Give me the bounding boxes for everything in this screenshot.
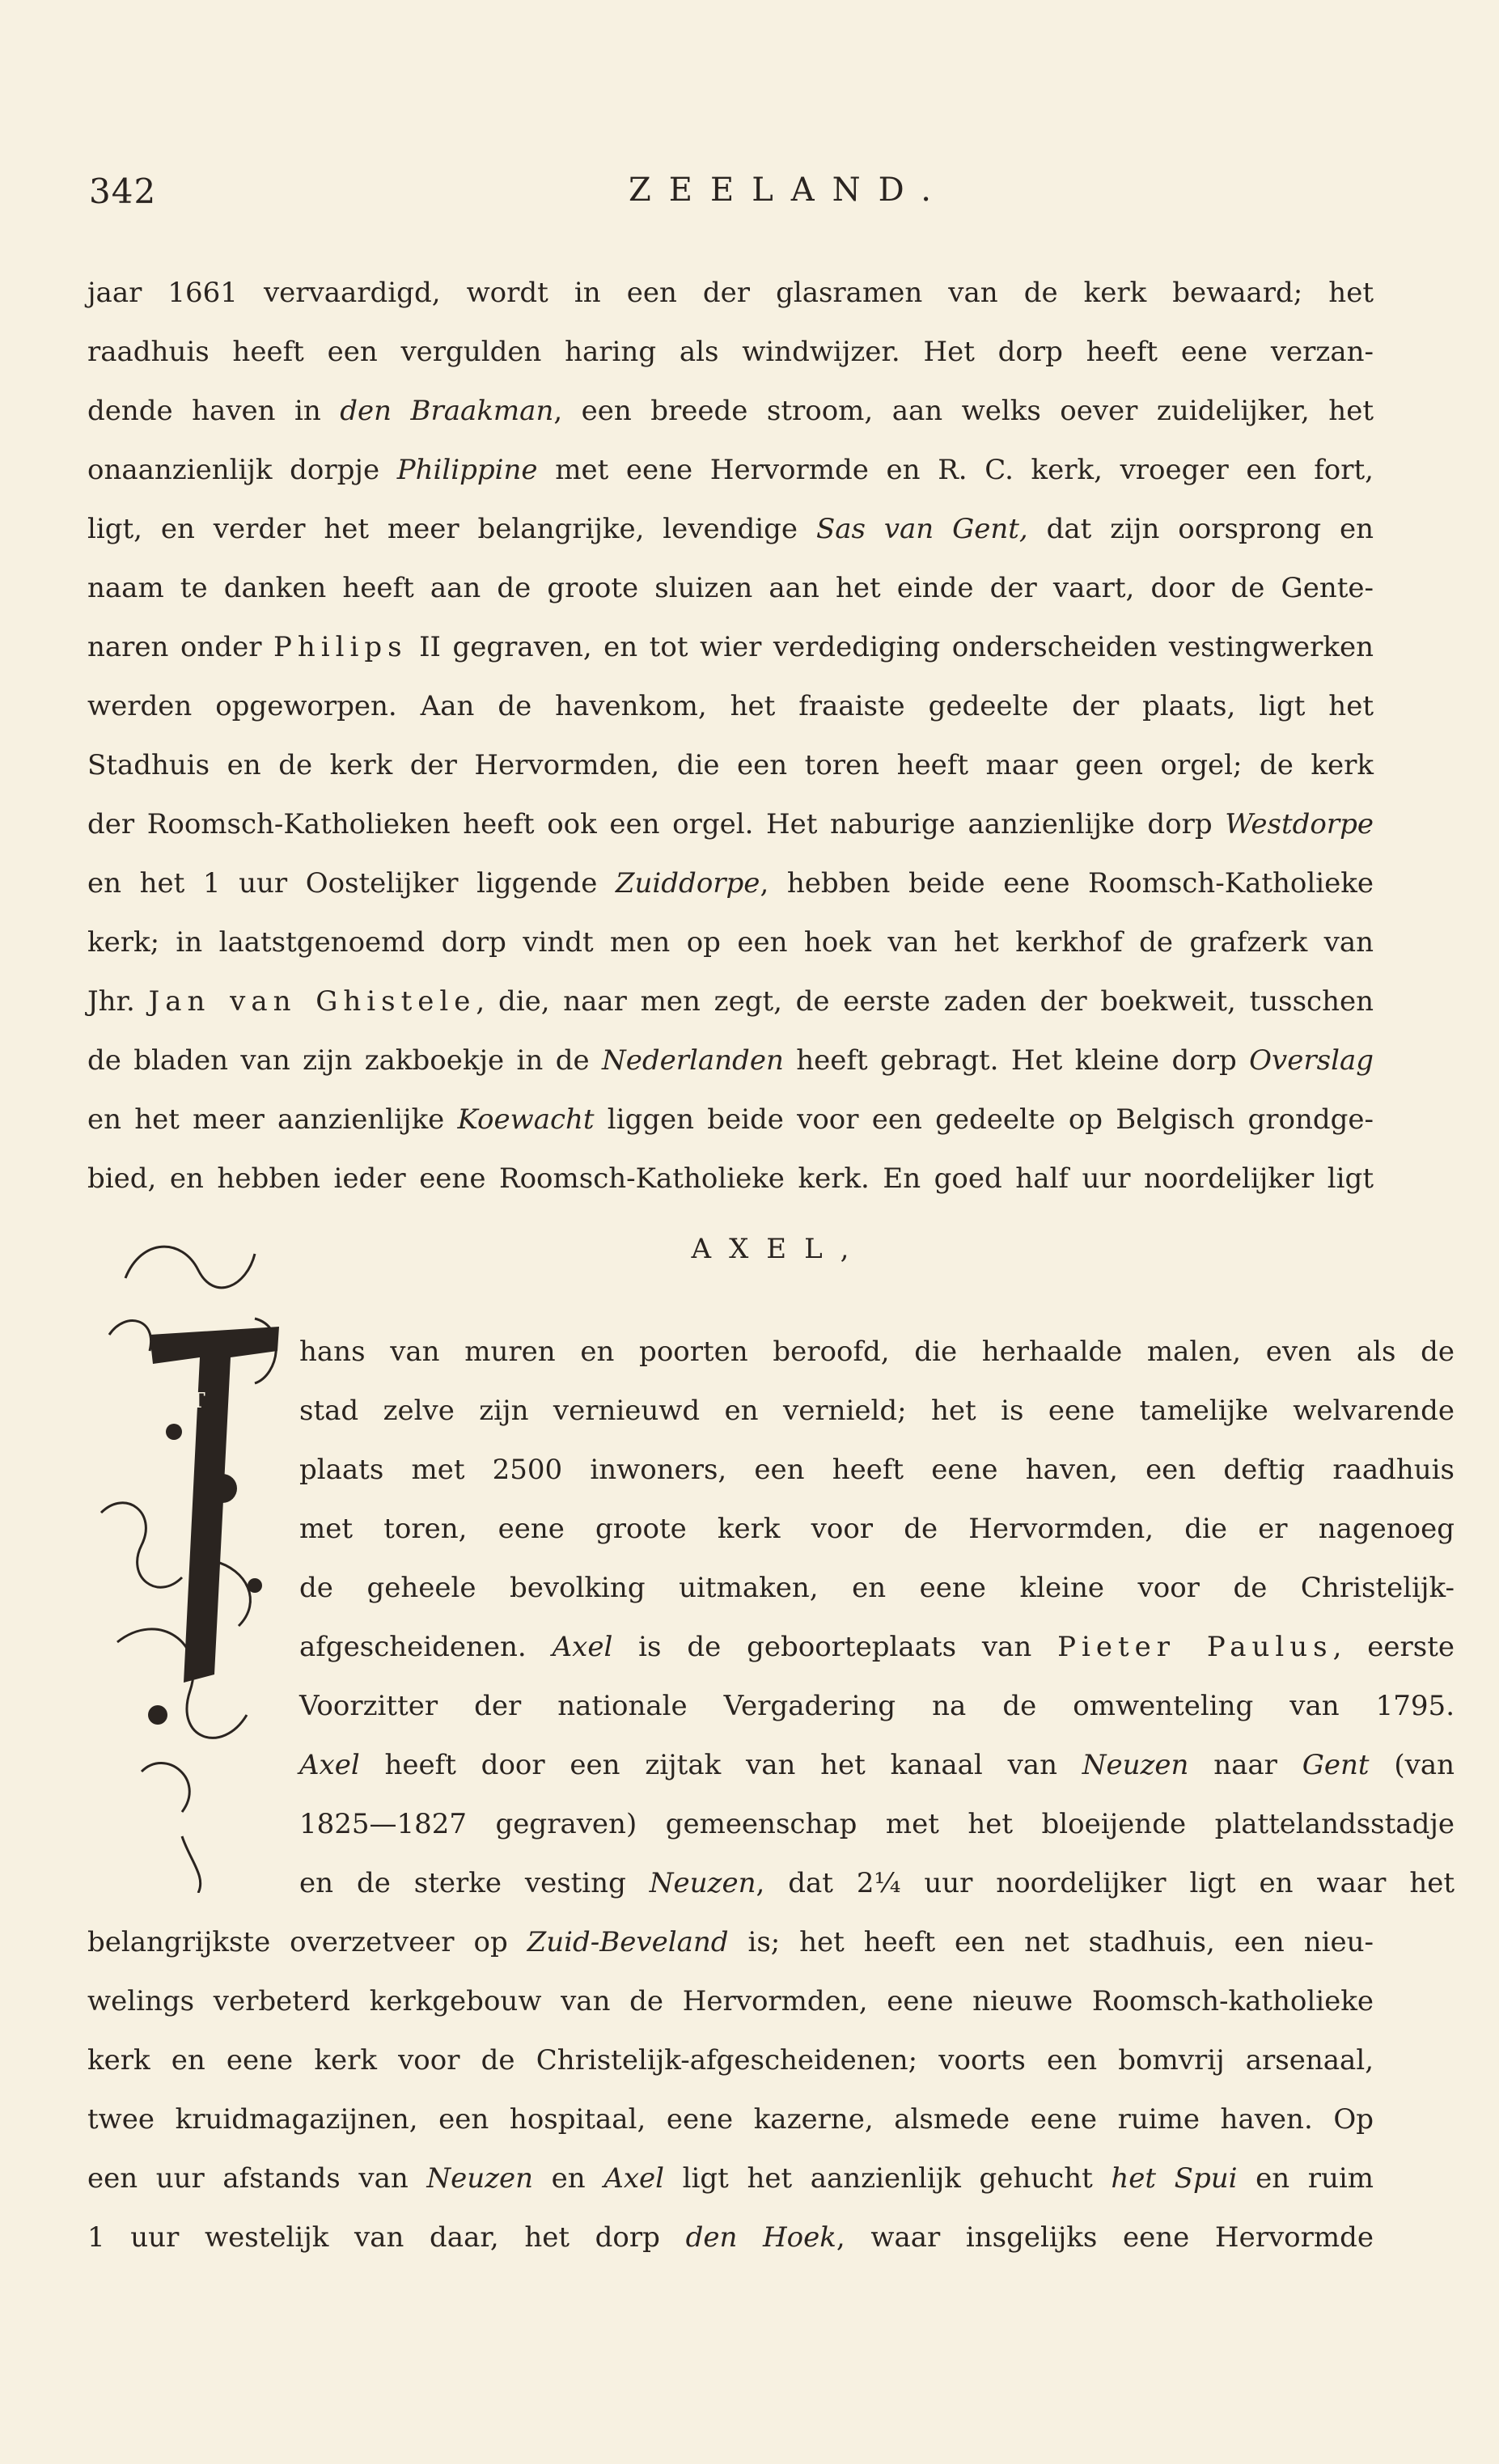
text-line: raadhuis heeft een vergulden haring als windwijzer. Het dorp heeft eene verzan- <box>87 336 1374 368</box>
page-number: 342 <box>89 171 157 211</box>
text-line: dende haven in den Braakman, een breede stroom, aan welks oever zuidelijker, het <box>87 395 1374 427</box>
text-line: bied, en hebben ieder eene Roomsch-Katholieke kerk. En goed half uur noordelijker ligt <box>87 1162 1374 1195</box>
text-line: en het meer aanzienlijke Koewacht liggen beide voor een gedeelte op Belgisch grondge- <box>87 1103 1374 1136</box>
text-line: werden opgeworpen. Aan de havenkom, het fraaiste gedeelte der plaats, ligt het <box>87 690 1374 722</box>
text-line: naam te danken heeft aan de groote sluizen aan het einde der vaart, door de Gente- <box>87 572 1374 604</box>
text-line: de geheele bevolking uitmaken, en eene kleine voor de Christelijk- <box>299 1572 1455 1604</box>
text-line: der Roomsch-Katholieken heeft ook een orgel. Het naburige aanzienlijke dorp Westdorpe <box>87 808 1374 840</box>
text-line: jaar 1661 vervaardigd, wordt in een der glasramen van de kerk bewaard; het <box>87 277 1374 309</box>
initial-letter: T <box>191 1389 205 1413</box>
text-line: twee kruidmagazijnen, een hospitaal, eene kazerne, alsmede eene ruime haven. Op <box>87 2103 1374 2136</box>
text-line: kerk; in laatstgenoemd dorp vindt men op een hoek van het kerkhof de grafzerk van <box>87 926 1374 959</box>
text-line: 1 uur westelijk van daar, het dorp den Hoek, waar insgelijks eene Hervormde <box>87 2221 1374 2254</box>
text-line: afgescheidenen. Axel is de geboorteplaats van Pieter Paulus, eerste <box>299 1631 1455 1663</box>
text-line: hans van muren en poorten beroofd, die herhaalde malen, even als de <box>299 1336 1455 1368</box>
text-line: de bladen van zijn zakboekje in de Nederlanden heeft gebragt. Het kleine dorp Overslag <box>87 1044 1374 1077</box>
decorative-initial-t-icon <box>93 1221 303 1893</box>
text-line: stad zelve zijn vernieuwd en vernield; het is eene tamelijke welvarende <box>299 1395 1455 1427</box>
section-heading-axel: AXEL, <box>691 1233 867 1265</box>
text-line: en het 1 uur Oostelijker liggende Zuiddorpe, hebben beide eene Roomsch-Katholieke <box>87 867 1374 900</box>
text-line: kerk en eene kerk voor de Christelijk-afgescheidenen; voorts een bomvrij arsenaal, <box>87 2044 1374 2077</box>
text-line: Stadhuis en de kerk der Hervormden, die een toren heeft maar geen orgel; de kerk <box>87 749 1374 781</box>
text-line: plaats met 2500 inwoners, een heeft eene haven, een deftig raadhuis <box>299 1454 1455 1486</box>
text-line: een uur afstands van Neuzen en Axel ligt het aanzienlijk gehucht het Spui en ruim <box>87 2162 1374 2195</box>
page-header <box>89 171 1375 220</box>
text-line: onaanzienlijk dorpje Philippine met eene Hervormde en R. C. kerk, vroeger een fort, <box>87 454 1374 486</box>
text-line: welings verbeterd kerkgebouw van de Hervormden, eene nieuwe Roomsch-katholieke <box>87 1985 1374 2017</box>
text-line: met toren, eene groote kerk voor de Hervormden, die er nagenoeg <box>299 1513 1455 1545</box>
text-line: Jhr. Jan van Ghistele, die, naar men zegt, de eerste zaden der boekweit, tusschen <box>87 985 1374 1018</box>
text-line: belangrijkste overzetveer op Zuid-Beveland is; het heeft een net stadhuis, een nieu- <box>87 1926 1374 1958</box>
text-line: Voorzitter der nationale Vergadering na de omwenteling van 1795. <box>299 1690 1455 1722</box>
text-line: 1825—1827 gegraven) gemeenschap met het bloeijende plattelandsstadje <box>299 1808 1455 1840</box>
running-title: ZEELAND. <box>629 171 949 209</box>
text-line: ligt, en verder het meer belangrijke, levendige Sas van Gent, dat zijn oorsprong en <box>87 513 1374 545</box>
text-line: Axel heeft door een zijtak van het kanaal van Neuzen naar Gent (van <box>299 1749 1455 1781</box>
text-line: naren onder Philips II gegraven, en tot wier verdediging onderscheiden vestingwerken <box>87 631 1374 663</box>
text-line: en de sterke vesting Neuzen, dat 2¼ uur noordelijker ligt en waar het <box>299 1867 1455 1899</box>
